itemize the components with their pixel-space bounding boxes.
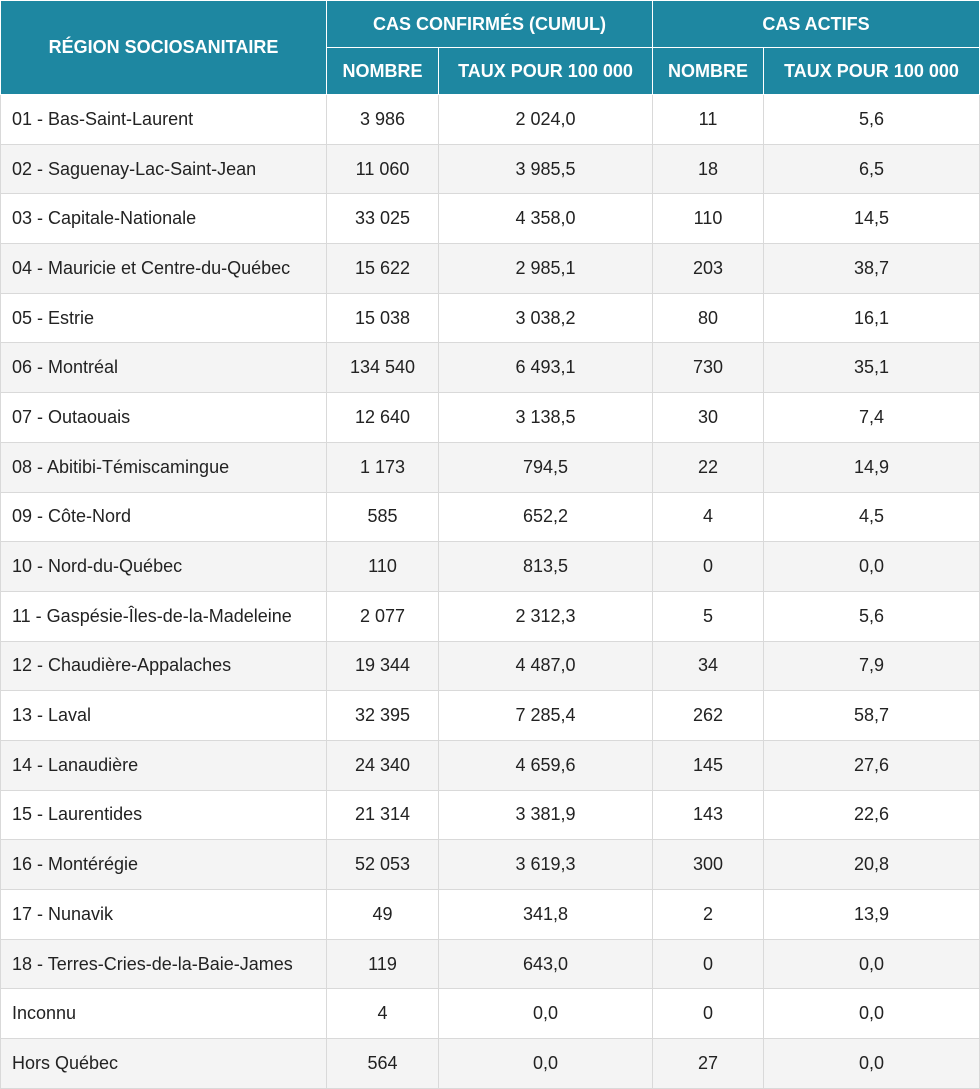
cell-confirmed-rate: 0,0 — [439, 1039, 653, 1089]
table-row — [1, 393, 980, 443]
cell-confirmed-number: 1 173 — [327, 442, 439, 492]
cell-confirmed-rate: 4 659,6 — [439, 740, 653, 790]
cell-active-number: 22 — [653, 442, 764, 492]
cell-active-number: 4 — [653, 492, 764, 542]
cell-confirmed-rate: 3 985,5 — [439, 144, 653, 194]
cell-active-rate: 38,7 — [764, 244, 980, 294]
header-confirmed-group: CAS CONFIRMÉS (CUMUL) — [327, 1, 653, 48]
cell-confirmed-number: 32 395 — [327, 691, 439, 741]
cell-confirmed-rate: 3 619,3 — [439, 840, 653, 890]
cell-active-number: 300 — [653, 840, 764, 890]
cell-confirmed-rate: 7 285,4 — [439, 691, 653, 741]
table-row — [1, 492, 980, 542]
cell-active-rate: 13,9 — [764, 890, 980, 940]
cell-active-number: 34 — [653, 641, 764, 691]
header-confirmed-rate: TAUX POUR 100 000 — [439, 48, 653, 95]
cell-confirmed-number: 49 — [327, 890, 439, 940]
table-row — [1, 542, 980, 592]
cell-active-rate: 58,7 — [764, 691, 980, 741]
cell-confirmed-rate: 6 493,1 — [439, 343, 653, 393]
cell-confirmed-rate: 4 358,0 — [439, 194, 653, 244]
cell-region: 13 - Laval — [1, 691, 327, 741]
cell-active-number: 80 — [653, 293, 764, 343]
cell-region: 02 - Saguenay-Lac-Saint-Jean — [1, 144, 327, 194]
cell-region: 16 - Montérégie — [1, 840, 327, 890]
table-row — [1, 244, 980, 294]
cell-region: 06 - Montréal — [1, 343, 327, 393]
cell-region: 03 - Capitale-Nationale — [1, 194, 327, 244]
table-row — [1, 144, 980, 194]
cell-active-number: 203 — [653, 244, 764, 294]
cell-region: Hors Québec — [1, 1039, 327, 1089]
header-row-groups — [1, 1, 980, 48]
table-row — [1, 194, 980, 244]
cell-active-number: 143 — [653, 790, 764, 840]
cell-confirmed-rate: 3 038,2 — [439, 293, 653, 343]
cell-region: Inconnu — [1, 989, 327, 1039]
cell-active-number: 730 — [653, 343, 764, 393]
table-row — [1, 343, 980, 393]
table-row — [1, 989, 980, 1039]
table-row — [1, 95, 980, 145]
cell-confirmed-number: 110 — [327, 542, 439, 592]
cell-confirmed-number: 52 053 — [327, 840, 439, 890]
cell-active-rate: 7,4 — [764, 393, 980, 443]
cell-active-number: 145 — [653, 740, 764, 790]
cell-region: 05 - Estrie — [1, 293, 327, 343]
table-row — [1, 293, 980, 343]
cell-active-number: 30 — [653, 393, 764, 443]
cell-active-number: 18 — [653, 144, 764, 194]
cell-confirmed-number: 119 — [327, 939, 439, 989]
table-row — [1, 442, 980, 492]
table-body — [1, 95, 980, 1089]
cell-confirmed-rate: 2 985,1 — [439, 244, 653, 294]
cell-active-rate: 20,8 — [764, 840, 980, 890]
cell-active-rate: 7,9 — [764, 641, 980, 691]
cell-confirmed-number: 24 340 — [327, 740, 439, 790]
cell-confirmed-number: 2 077 — [327, 591, 439, 641]
cell-region: 08 - Abitibi-Témiscamingue — [1, 442, 327, 492]
cell-confirmed-rate: 2 312,3 — [439, 591, 653, 641]
cell-region: 17 - Nunavik — [1, 890, 327, 940]
cell-confirmed-number: 11 060 — [327, 144, 439, 194]
cell-active-rate: 35,1 — [764, 343, 980, 393]
cell-region: 09 - Côte-Nord — [1, 492, 327, 542]
cell-active-number: 27 — [653, 1039, 764, 1089]
cell-region: 11 - Gaspésie-Îles-de-la-Madeleine — [1, 591, 327, 641]
cell-region: 07 - Outaouais — [1, 393, 327, 443]
cell-confirmed-rate: 813,5 — [439, 542, 653, 592]
cell-confirmed-rate: 643,0 — [439, 939, 653, 989]
cell-confirmed-rate: 0,0 — [439, 989, 653, 1039]
cell-active-number: 0 — [653, 939, 764, 989]
cell-confirmed-number: 12 640 — [327, 393, 439, 443]
cell-confirmed-number: 585 — [327, 492, 439, 542]
cell-confirmed-rate: 3 138,5 — [439, 393, 653, 443]
cell-region: 18 - Terres-Cries-de-la-Baie-James — [1, 939, 327, 989]
header-region: RÉGION SOCIOSANITAIRE — [1, 1, 327, 95]
cell-active-rate: 0,0 — [764, 939, 980, 989]
cell-confirmed-number: 134 540 — [327, 343, 439, 393]
table-row — [1, 840, 980, 890]
cell-region: 14 - Lanaudière — [1, 740, 327, 790]
cell-active-rate: 4,5 — [764, 492, 980, 542]
cell-confirmed-rate: 341,8 — [439, 890, 653, 940]
header-active-rate: TAUX POUR 100 000 — [764, 48, 980, 95]
cell-active-number: 11 — [653, 95, 764, 145]
header-active-number: NOMBRE — [653, 48, 764, 95]
cell-active-rate: 14,5 — [764, 194, 980, 244]
cell-confirmed-number: 564 — [327, 1039, 439, 1089]
cell-confirmed-number: 15 622 — [327, 244, 439, 294]
cell-active-number: 2 — [653, 890, 764, 940]
cell-region: 12 - Chaudière-Appalaches — [1, 641, 327, 691]
cell-active-number: 0 — [653, 542, 764, 592]
cell-active-rate: 14,9 — [764, 442, 980, 492]
cell-region: 01 - Bas-Saint-Laurent — [1, 95, 327, 145]
cell-active-number: 262 — [653, 691, 764, 741]
cell-active-rate: 27,6 — [764, 740, 980, 790]
cell-active-rate: 5,6 — [764, 95, 980, 145]
cell-region: 04 - Mauricie et Centre-du-Québec — [1, 244, 327, 294]
table-row — [1, 1039, 980, 1089]
table-row — [1, 890, 980, 940]
cell-active-rate: 0,0 — [764, 1039, 980, 1089]
cell-active-number: 0 — [653, 989, 764, 1039]
cell-confirmed-rate: 652,2 — [439, 492, 653, 542]
cell-confirmed-number: 21 314 — [327, 790, 439, 840]
cell-region: 10 - Nord-du-Québec — [1, 542, 327, 592]
cell-region: 15 - Laurentides — [1, 790, 327, 840]
cell-confirmed-rate: 2 024,0 — [439, 95, 653, 145]
table-row — [1, 691, 980, 741]
cell-active-rate: 5,6 — [764, 591, 980, 641]
cell-confirmed-rate: 3 381,9 — [439, 790, 653, 840]
table-row — [1, 939, 980, 989]
cell-active-number: 5 — [653, 591, 764, 641]
cell-confirmed-number: 3 986 — [327, 95, 439, 145]
cell-active-number: 110 — [653, 194, 764, 244]
cell-confirmed-number: 4 — [327, 989, 439, 1039]
cell-confirmed-number: 15 038 — [327, 293, 439, 343]
table-row — [1, 591, 980, 641]
cell-confirmed-rate: 4 487,0 — [439, 641, 653, 691]
cell-active-rate: 16,1 — [764, 293, 980, 343]
cell-active-rate: 6,5 — [764, 144, 980, 194]
cell-active-rate: 0,0 — [764, 542, 980, 592]
table-row — [1, 740, 980, 790]
table-row — [1, 641, 980, 691]
table-header — [1, 1, 980, 95]
header-active-group: CAS ACTIFS — [653, 1, 980, 48]
table-row — [1, 790, 980, 840]
cell-active-rate: 0,0 — [764, 989, 980, 1039]
header-confirmed-number: NOMBRE — [327, 48, 439, 95]
cell-confirmed-number: 19 344 — [327, 641, 439, 691]
cell-confirmed-number: 33 025 — [327, 194, 439, 244]
cell-confirmed-rate: 794,5 — [439, 442, 653, 492]
cell-active-rate: 22,6 — [764, 790, 980, 840]
